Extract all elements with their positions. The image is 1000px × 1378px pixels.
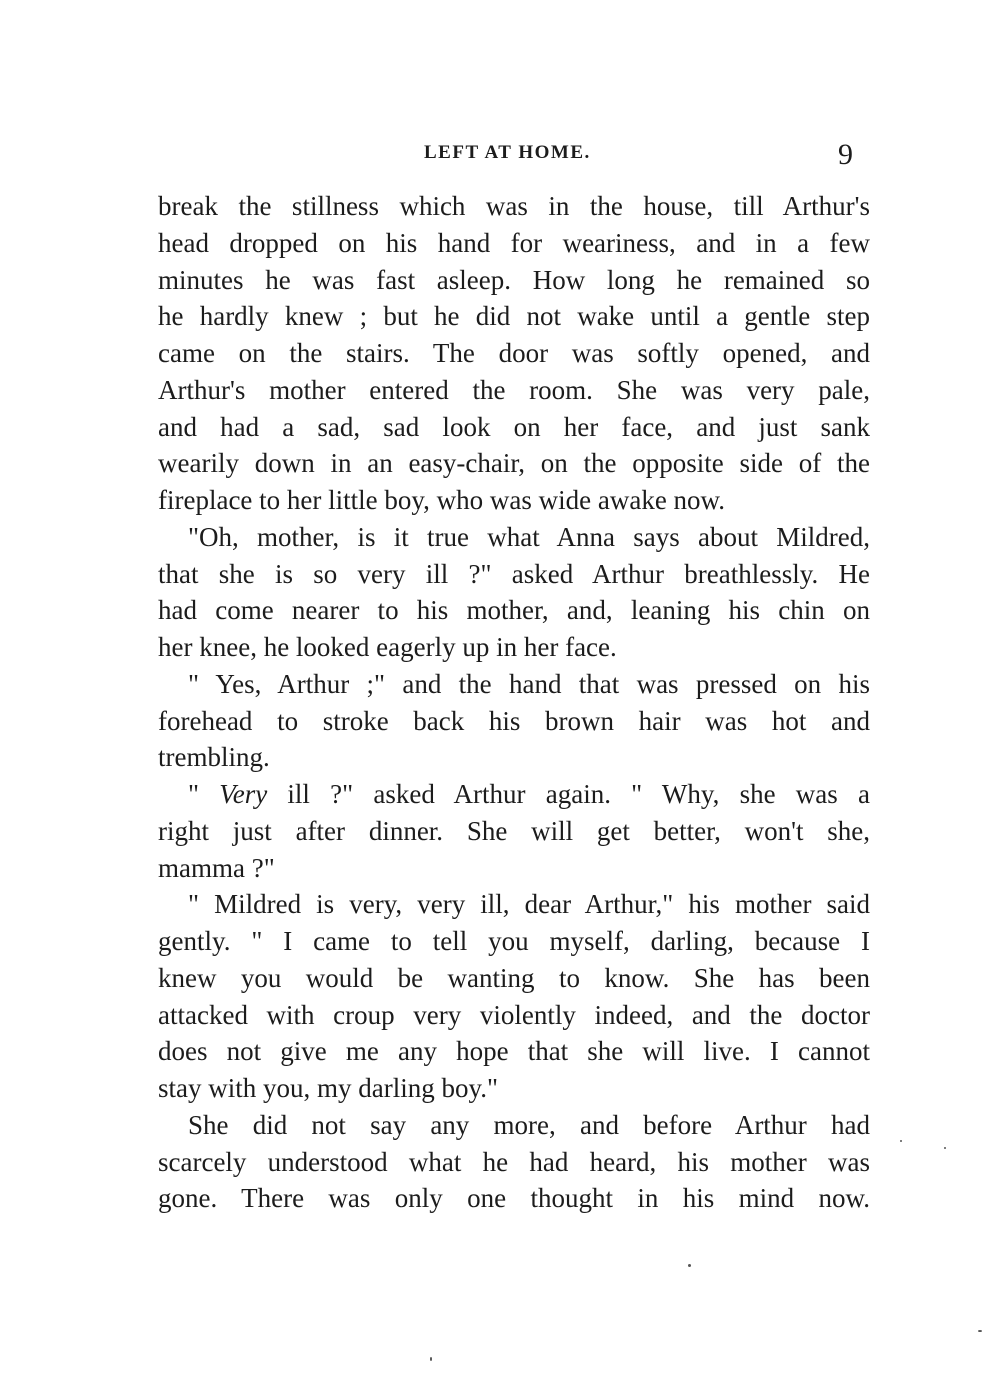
text-segment: gone. There was only one thought in his mind now. — [158, 1183, 870, 1214]
text-line — [158, 445, 870, 482]
text-line — [158, 739, 870, 776]
text-line — [158, 556, 870, 593]
text-segment: and had a sad, sad look on her face, and just sank — [158, 411, 870, 442]
text-line — [158, 1070, 870, 1107]
text-segment: trembling. — [158, 742, 270, 773]
text-segment: that she is so very ill ?" asked Arthur breathlessly. He — [158, 558, 870, 589]
paper-speck — [900, 1140, 902, 1142]
text-segment: does not give me any hope that she will live. I cannot — [158, 1036, 870, 1067]
text-line — [158, 482, 870, 519]
text-segment: She did not say any more, and before Arthur had — [188, 1109, 870, 1140]
text-segment: right just after dinner. She will get better, won't she, — [158, 815, 870, 846]
text-line — [158, 703, 870, 740]
text-segment: fireplace to her little boy, who was wide awake now. — [158, 485, 726, 515]
paper-speck — [430, 1357, 432, 1361]
text-segment: he hardly knew ; but he did not wake until a gentle step — [158, 301, 870, 332]
running-head — [0, 138, 1000, 178]
text-segment: "Oh, mother, is it true what Anna says about Mildred, — [188, 521, 870, 552]
text-segment: wearily down in an easy-chair, on the opposite side of the — [158, 448, 870, 479]
text-line — [158, 776, 870, 813]
text-segment: head dropped on his hand for weariness, and in a few — [158, 227, 870, 258]
text-line — [158, 519, 870, 556]
body-text — [158, 188, 870, 1217]
text-line — [158, 997, 870, 1034]
text-line — [158, 1180, 870, 1217]
text-segment: Arthur's mother entered the room. She was very pale, — [158, 374, 870, 405]
text-line — [158, 372, 870, 409]
text-segment: break the stillness which was in the house, till Arthur's — [158, 191, 870, 221]
page-number: 9 — [838, 138, 853, 171]
text-line — [158, 1033, 870, 1070]
text-segment: " Mildred is very, very ill, dear Arthur," his mother said — [188, 889, 870, 920]
text-line — [158, 850, 870, 887]
text-line — [158, 188, 870, 225]
text-segment: gently. " I came to tell you myself, darling, because I — [158, 926, 870, 956]
text-line — [158, 1144, 870, 1181]
text-segment: " Yes, Arthur ;" and the hand that was pressed on his — [188, 668, 870, 699]
text-segment: ill ?" asked Arthur again. " Why, she was a — [267, 779, 870, 809]
text-line — [158, 1107, 870, 1144]
text-line — [158, 262, 870, 299]
italic-text: Very — [219, 779, 268, 809]
text-line — [158, 225, 870, 262]
text-line — [158, 923, 870, 960]
text-line — [158, 592, 870, 629]
text-segment: mamma ?" — [158, 852, 275, 883]
text-segment: her knee, he looked eagerly up in her face. — [158, 632, 617, 662]
paper-speck — [978, 1330, 982, 1332]
paper-speck — [944, 1147, 946, 1149]
text-line — [158, 666, 870, 703]
text-segment: came on the stairs. The door was softly opened, and — [158, 338, 870, 368]
text-segment: scarcely understood what he had heard, his mother was — [158, 1146, 870, 1177]
text-segment: minutes he was fast asleep. How long he remained so — [158, 264, 870, 295]
text-line — [158, 335, 870, 372]
text-line — [158, 960, 870, 997]
text-line — [158, 629, 870, 666]
text-segment: had come nearer to his mother, and, leaning his chin on — [158, 595, 870, 626]
text-line — [158, 886, 870, 923]
text-segment: stay with you, my darling boy." — [158, 1073, 498, 1103]
text-line — [158, 813, 870, 850]
text-line — [158, 298, 870, 335]
text-segment: knew you would be wanting to know. She has been — [158, 962, 870, 993]
paper-speck — [688, 1264, 691, 1267]
running-title: LEFT AT HOME. — [424, 142, 591, 163]
text-segment: " — [188, 779, 220, 809]
text-line — [158, 409, 870, 446]
text-segment: attacked with croup very violently indeed, and the doctor — [158, 999, 870, 1030]
text-segment: forehead to stroke back his brown hair was hot and — [158, 705, 870, 736]
